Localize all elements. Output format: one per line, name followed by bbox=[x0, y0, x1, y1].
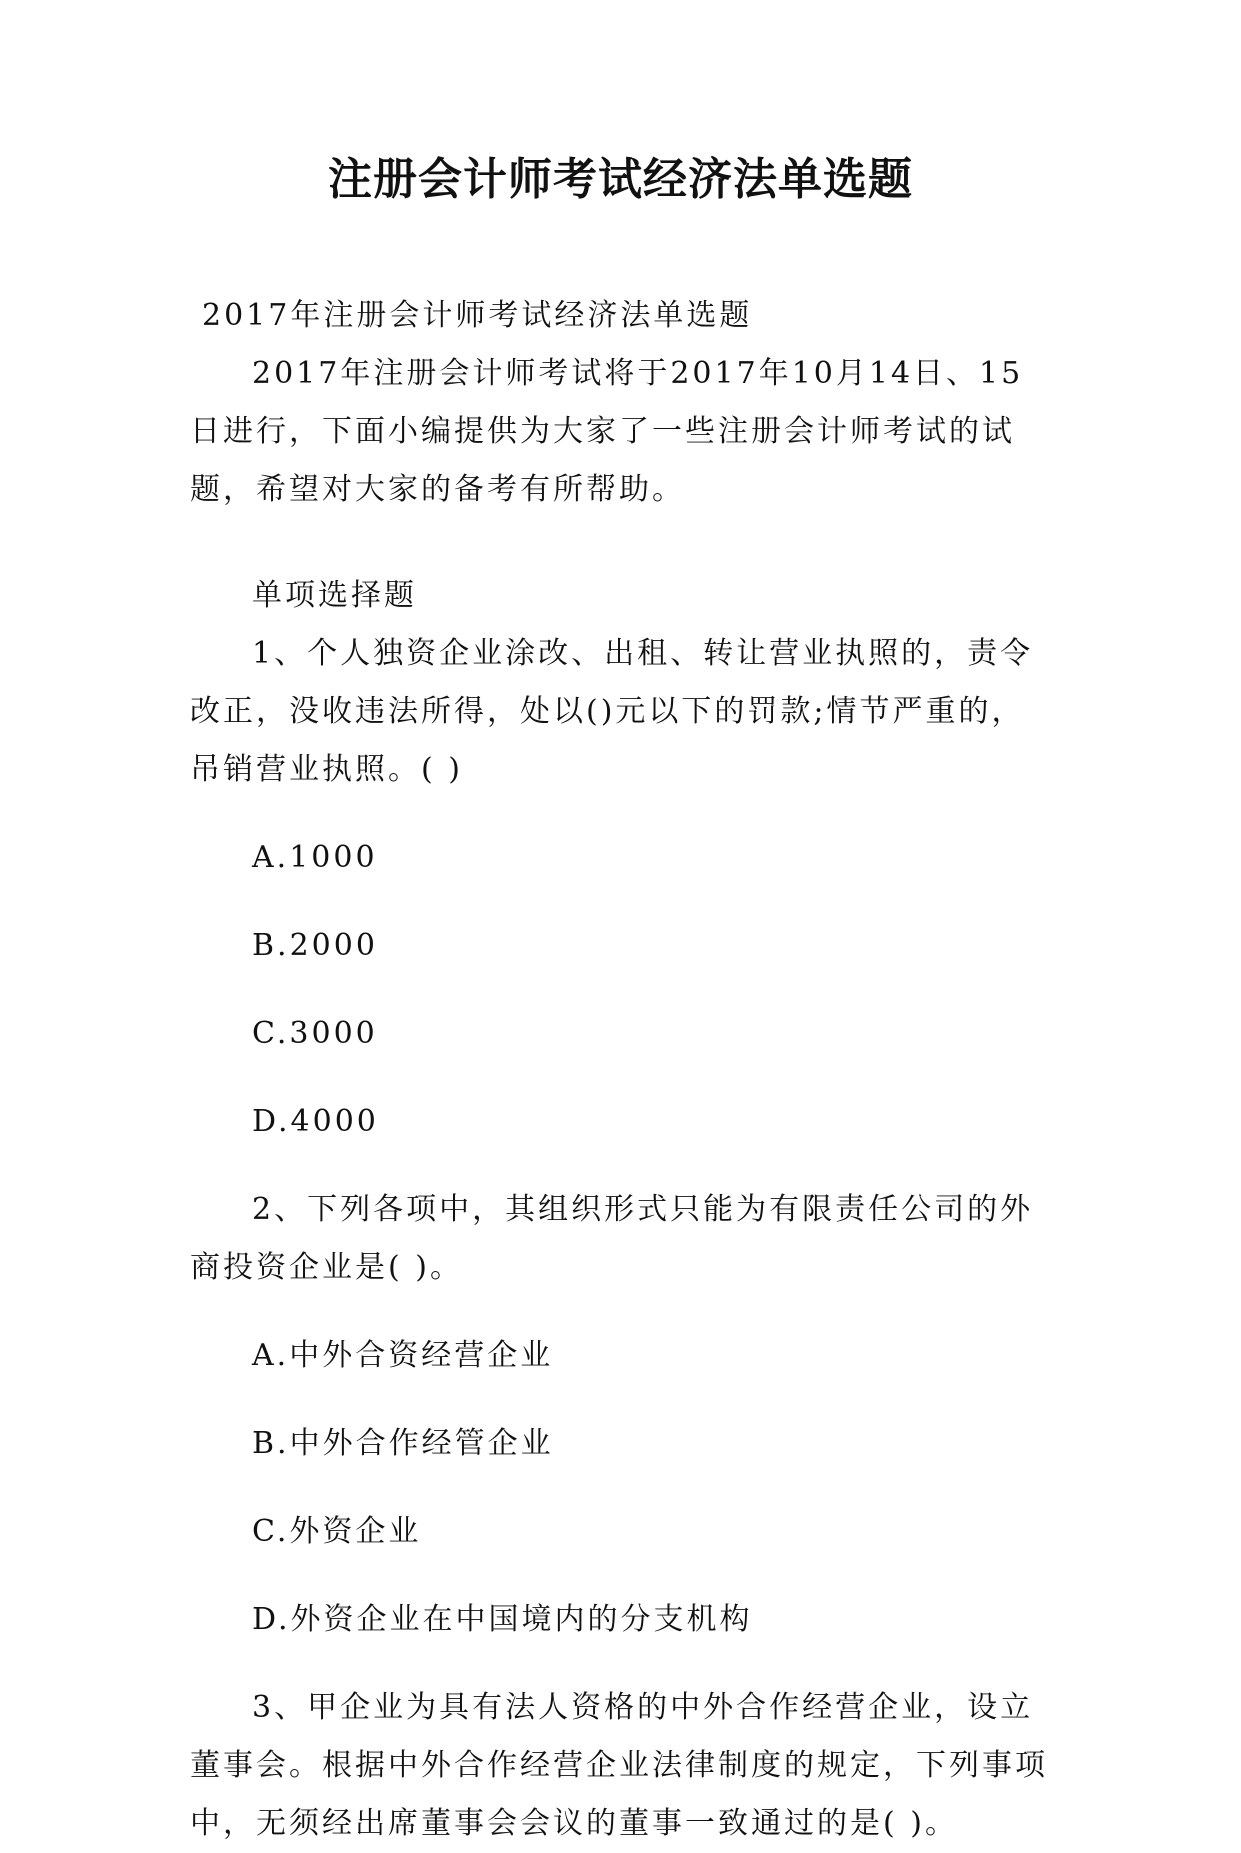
question-2-option-d: D.外资企业在中国境内的分支机构 bbox=[252, 1602, 753, 1637]
question-2-option-b: B.中外合作经管企业 bbox=[252, 1426, 554, 1461]
paragraph-spacer bbox=[190, 519, 1050, 567]
question-1-option-d: D.4000 bbox=[252, 1104, 379, 1139]
document-subtitle: 2017年注册会计师考试经济法单选题 bbox=[202, 298, 753, 333]
question-2-option-c: C.外资企业 bbox=[252, 1514, 422, 1549]
question-2-stem: 2、下列各项中，其组织形式只能为有限责任公司的外商投资企业是( )。 bbox=[190, 1192, 1034, 1285]
intro-paragraph: 2017年注册会计师考试将于2017年10月14日、15日进行，下面小编提供为大家了一些注册会计师考试的试题，希望对大家的备考有所帮助。 bbox=[190, 356, 1024, 507]
document-title: 注册会计师考试经济法单选题 bbox=[328, 154, 913, 205]
document-body bbox=[190, 287, 1050, 1853]
question-1-option-c: C.3000 bbox=[252, 1016, 378, 1051]
question-1-stem: 1、个人独资企业涂改、出租、转让营业执照的，责令改正，没收违法所得，处以()元以下的罚款;情节严重的，吊销营业执照。( ) bbox=[190, 636, 1034, 787]
question-3-stem: 3、甲企业为具有法人资格的中外合作经营企业，设立董事会。根据中外合作经营企业法律制度的规定，下列事项中，无须经出席董事会会议的董事一致通过的是( )。 bbox=[190, 1690, 1048, 1841]
question-1-option-a: A.1000 bbox=[252, 840, 378, 875]
section-heading: 单项选择题 bbox=[252, 578, 417, 613]
question-1-option-b: B.2000 bbox=[252, 928, 378, 963]
question-2-option-a: A.中外合资经营企业 bbox=[252, 1338, 554, 1373]
